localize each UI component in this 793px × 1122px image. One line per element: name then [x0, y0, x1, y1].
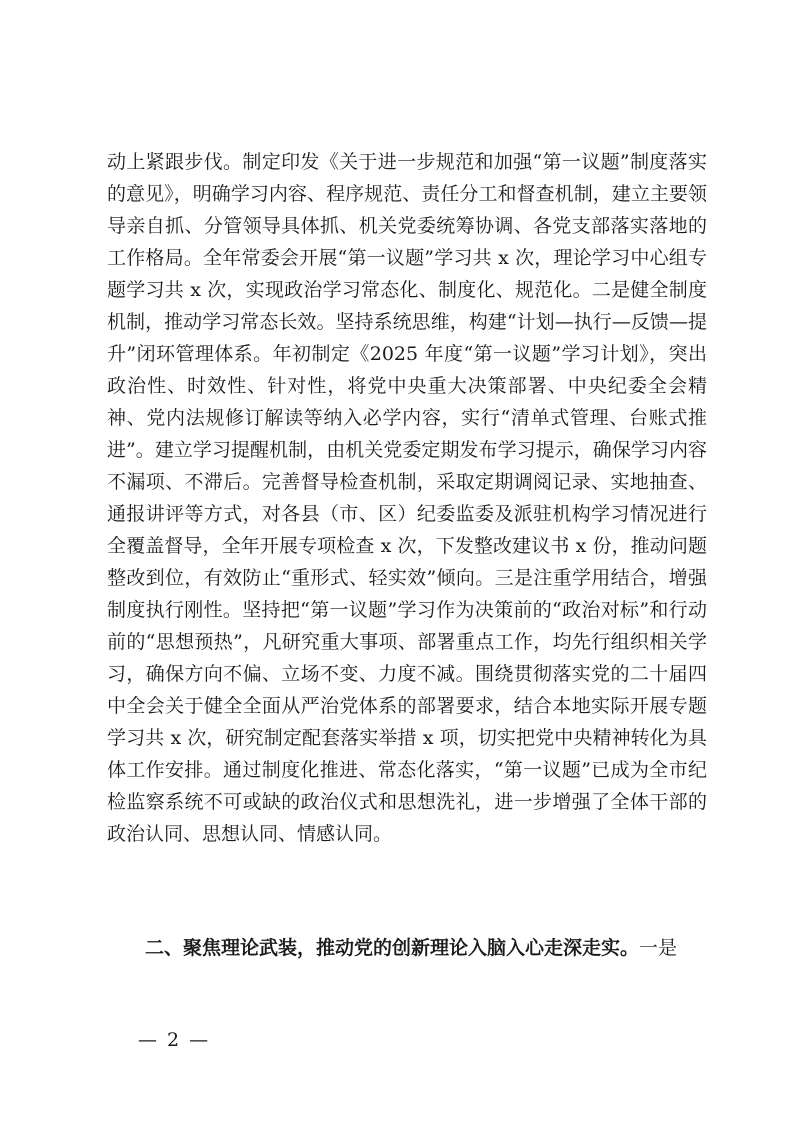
section-heading-line	[107, 932, 707, 964]
page-number: — 2 —	[138, 1029, 211, 1051]
body-paragraph: 动上紧跟步伐。制定印发《关于进一步规范和加强“第一议题”制度落实的意见》，明确学习内容、程序规范、责任分工和督查机制，建立主要领导亲自抓、分管领导具体抓、机关党委统筹协调、各党支部落实落地的工作格局。全年常委会开展“第一议题”学习共 x 次，理论学习中心组专题学习共 x 次，实现政治学习常态化、制度化、规范化。二是健全制度机制，推动学习常态长效。坚持系统思维，构建“计划—执行—反馈—提升”闭环管理体系。年初制定《2025 年度“第一议题”学习计划》，突出政治性、时效性、针对性，将党中央重大决策部署、中央纪委全会精神、党内法规修订解读等纳入必学内容，实行“清单式管理、台账式推进”。建立学习提醒机制，由机关党委定期发布学习提示，确保学习内容不漏项、不滞后。完善督导检查机制，采取定期调阅记录、实地抽查、通报讲评等方式，对各县（市、区）纪委监委及派驻机构学习情况进行全覆盖督导，全年开展专项检查 x 次，下发整改建议书 x 份，推动问题整改到位，有效防止“重形式、轻实效”倾向。三是注重学用结合，增强制度执行刚性。坚持把“第一议题”学习作为决策前的“政治对标”和行动前的“思想预热”，凡研究重大事项、部署重点工作，均先行组织相关学习，确保方向不偏、立场不变、力度不减。围绕贯彻落实党的二十届四中全会关于健全全面从严治党体系的部署要求，结合本地实际开展专题学习共 x 次，研究制定配套落实举措 x 项，切实把党中央精神转化为具体工作安排。通过制度化推进、常态化落实，“第一议题”已成为全市纪检监察系统不可或缺的政治仪式和思想洗礼，进一步增强了全体干部的政治认同、思想认同、情感认同。	[107, 151, 707, 845]
section-lead-text: 一是	[639, 937, 678, 959]
section-heading: 二、聚焦理论武装，推动党的创新理论入脑入心走深走实。	[145, 937, 640, 959]
